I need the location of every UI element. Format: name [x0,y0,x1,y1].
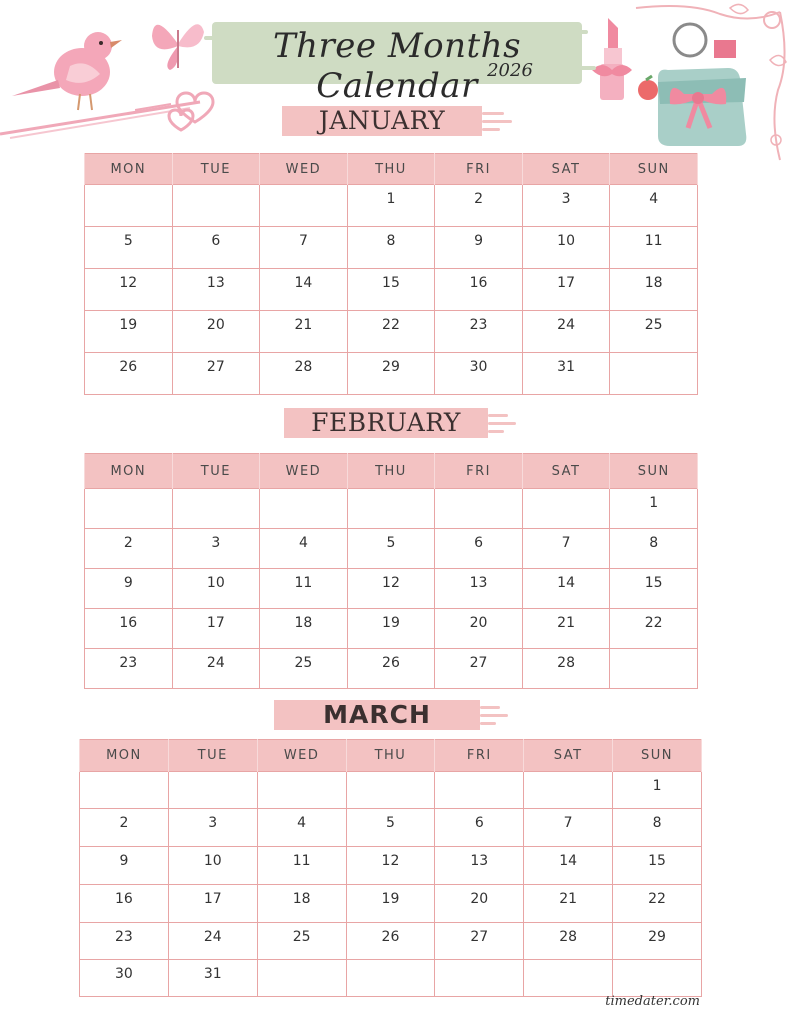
day-cell [172,185,260,227]
day-cell: 15 [610,569,698,609]
day-cell: 8 [610,529,698,569]
day-cell: 9 [85,569,173,609]
weekday-header: FRI [435,454,523,489]
weekday-header: MON [80,740,169,772]
weekday-header: THU [346,740,435,772]
day-cell: 2 [85,529,173,569]
day-cell: 17 [172,609,260,649]
day-cell [346,960,435,997]
day-cell: 23 [85,649,173,689]
month-title-january: JANUARY [318,106,446,135]
day-cell: 20 [172,311,260,353]
weekday-header: MON [85,154,173,185]
day-cell: 6 [172,227,260,269]
day-cell: 12 [346,847,435,885]
day-cell: 22 [610,609,698,649]
page-title: Three Months Calendar [272,26,522,106]
day-cell: 21 [524,885,613,923]
day-cell [610,649,698,689]
day-cell: 19 [85,311,173,353]
day-cell [613,960,702,997]
day-cell: 28 [524,923,613,960]
month-title-february: FEBRUARY [311,408,461,437]
day-cell: 3 [522,185,610,227]
day-cell [346,772,435,809]
day-cell [524,960,613,997]
day-cell: 6 [435,809,524,847]
weekday-header: SUN [610,454,698,489]
month-title-march: MARCH [323,700,431,729]
day-cell: 24 [168,923,257,960]
day-cell: 14 [522,569,610,609]
weekday-header: SAT [524,740,613,772]
day-cell: 3 [172,529,260,569]
page-year: 2026 [487,60,533,81]
day-cell: 15 [613,847,702,885]
weekday-header: TUE [172,154,260,185]
day-cell: 19 [347,609,435,649]
footer-site-credit: timedater.com [605,994,700,1009]
day-cell: 13 [435,569,523,609]
day-cell: 18 [260,609,348,649]
day-cell [435,489,523,529]
weekday-header: WED [260,454,348,489]
day-cell: 1 [613,772,702,809]
day-cell: 4 [257,809,346,847]
day-cell: 25 [257,923,346,960]
day-cell: 10 [522,227,610,269]
day-cell: 20 [435,885,524,923]
january-banner [282,106,482,136]
day-cell [257,772,346,809]
day-cell: 15 [347,269,435,311]
day-cell: 14 [260,269,348,311]
day-cell: 10 [168,847,257,885]
day-cell: 11 [260,569,348,609]
day-cell: 5 [347,529,435,569]
day-cell: 9 [435,227,523,269]
day-cell [260,489,348,529]
day-cell: 30 [435,353,523,395]
day-cell: 16 [80,885,169,923]
day-cell: 12 [85,269,173,311]
day-cell: 22 [613,885,702,923]
march-banner [274,700,480,730]
day-cell [435,772,524,809]
day-cell: 6 [435,529,523,569]
day-cell [347,489,435,529]
day-cell: 17 [522,269,610,311]
day-cell: 26 [346,923,435,960]
day-cell: 8 [347,227,435,269]
day-cell: 24 [172,649,260,689]
day-cell: 29 [613,923,702,960]
february-banner [284,408,488,438]
day-cell: 28 [260,353,348,395]
day-cell [172,489,260,529]
day-cell: 25 [260,649,348,689]
day-cell: 13 [435,847,524,885]
day-cell [610,353,698,395]
day-cell [524,772,613,809]
day-cell: 5 [346,809,435,847]
day-cell [260,185,348,227]
day-cell: 26 [85,353,173,395]
day-cell: 7 [260,227,348,269]
day-cell: 2 [80,809,169,847]
day-cell: 2 [435,185,523,227]
day-cell: 1 [347,185,435,227]
day-cell: 31 [522,353,610,395]
floral-corner-ornament [630,0,791,165]
day-cell: 25 [610,311,698,353]
weekday-header: THU [347,154,435,185]
day-cell: 7 [524,809,613,847]
butterfly-illustration [148,10,208,75]
day-cell [257,960,346,997]
day-cell [522,489,610,529]
day-cell: 27 [435,923,524,960]
day-cell: 17 [168,885,257,923]
weekday-header: SAT [522,154,610,185]
day-cell: 21 [522,609,610,649]
day-cell: 31 [168,960,257,997]
day-cell: 8 [613,809,702,847]
day-cell: 27 [172,353,260,395]
weekday-header: TUE [172,454,260,489]
weekday-header: WED [260,154,348,185]
day-cell: 11 [257,847,346,885]
day-cell: 9 [80,847,169,885]
day-cell: 16 [85,609,173,649]
weekday-header: SUN [610,154,698,185]
day-cell: 14 [524,847,613,885]
day-cell: 12 [347,569,435,609]
weekday-header: SAT [522,454,610,489]
day-cell: 27 [435,649,523,689]
day-cell [435,960,524,997]
calendar-grid-february [84,453,698,689]
weekday-header: WED [257,740,346,772]
weekday-header: FRI [435,154,523,185]
day-cell: 4 [610,185,698,227]
day-cell: 3 [168,809,257,847]
day-cell: 22 [347,311,435,353]
day-cell: 28 [522,649,610,689]
weekday-header: MON [85,454,173,489]
day-cell [85,489,173,529]
day-cell: 26 [347,649,435,689]
day-cell: 23 [435,311,523,353]
day-cell: 30 [80,960,169,997]
day-cell: 11 [610,227,698,269]
day-cell: 18 [257,885,346,923]
day-cell: 23 [80,923,169,960]
day-cell: 1 [610,489,698,529]
day-cell: 19 [346,885,435,923]
day-cell [85,185,173,227]
day-cell: 7 [522,529,610,569]
calendar-grid-january [84,153,698,395]
day-cell: 18 [610,269,698,311]
day-cell: 21 [260,311,348,353]
day-cell: 10 [172,569,260,609]
day-cell: 4 [260,529,348,569]
weekday-header: SUN [613,740,702,772]
calendar-grid-march [79,739,702,997]
day-cell [168,772,257,809]
day-cell: 24 [522,311,610,353]
weekday-header: FRI [435,740,524,772]
day-cell: 29 [347,353,435,395]
day-cell: 16 [435,269,523,311]
day-cell: 20 [435,609,523,649]
weekday-header: TUE [168,740,257,772]
day-cell: 5 [85,227,173,269]
day-cell [80,772,169,809]
day-cell: 13 [172,269,260,311]
weekday-header: THU [347,454,435,489]
